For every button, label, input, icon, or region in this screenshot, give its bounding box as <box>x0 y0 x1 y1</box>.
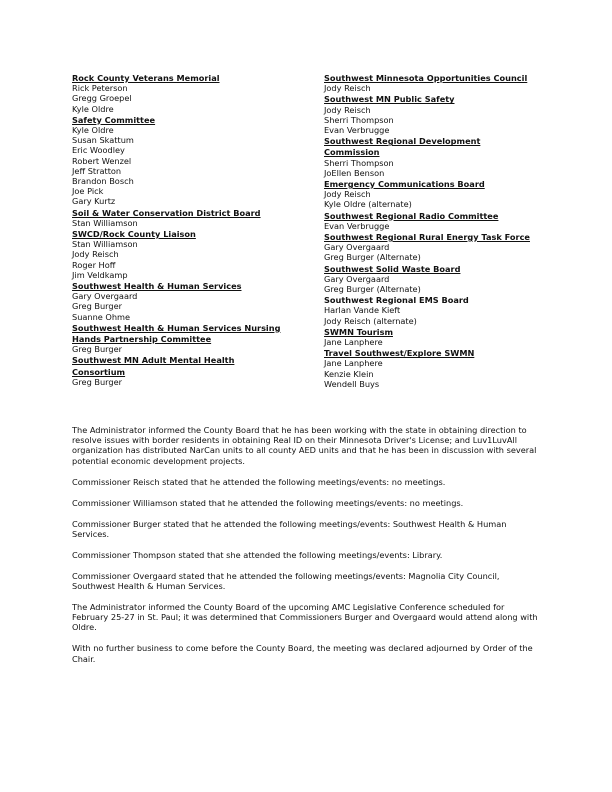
member-name: Evan Verbrugge <box>324 125 390 136</box>
committee-heading: Safety Committee <box>72 114 156 125</box>
member-name: Greg Burger <box>72 301 122 312</box>
committee-heading: Southwest Regional Rural Energy Task Force <box>324 232 530 243</box>
member-name: Jody Reisch <box>324 189 371 200</box>
member-name: Roger Hoff <box>72 259 116 270</box>
committee-heading: Southwest Minnesota Opportunities Council <box>324 73 528 83</box>
member-name: Sherri Thompson <box>324 114 394 125</box>
member-name: Kyle Oldre <box>72 125 114 136</box>
member-name: Jody Reisch <box>72 249 119 260</box>
member-name: Kenzie Klein <box>324 368 374 379</box>
committee-heading: Southwest Regional Radio Committee <box>324 210 499 221</box>
member-name: Greg Burger <box>72 376 122 387</box>
committee-heading: SWMN Tourism <box>324 326 393 337</box>
committee-heading: Southwest MN Adult Mental Health <box>72 355 235 366</box>
committee-heading: SWCD/Rock County Liaison <box>72 229 196 240</box>
committee-heading: Southwest Health & Human Services <box>72 281 242 292</box>
member-name: Gary Kurtz <box>72 196 116 207</box>
member-name: Greg Burger <box>72 344 122 355</box>
minutes-paragraph: The Administrator informed the County Board that he has been working with the state in obtaining direction to resolve issues with border residents in obtaining Real ID on their Minnesota Driver's License; and Luv1LuvAll organization has distributed NarCan units to all county AED units and that he has been in discussion with several potential economic development projects. <box>72 425 537 466</box>
member-name: Wendell Buys <box>324 378 380 389</box>
committee-heading: Southwest Regional EMS Board <box>324 295 469 306</box>
minutes-body <box>72 425 542 675</box>
member-name: Sherri Thompson <box>324 157 394 168</box>
committee-list-left <box>72 72 308 387</box>
member-name: Kyle Oldre (alternate) <box>324 199 412 210</box>
member-name: Harlan Vande Kieft <box>324 305 401 316</box>
member-name: Jody Reisch <box>324 104 371 115</box>
member-name: Jane Lanphere <box>324 358 383 369</box>
committee-list-right <box>324 72 564 389</box>
member-name: Rick Peterson <box>72 83 128 94</box>
member-name: Kyle Oldre <box>72 103 114 114</box>
minutes-paragraph: Commissioner Burger stated that he attended the following meetings/events: Southwest Health & Human Services. <box>72 518 507 539</box>
committee-heading: Travel Southwest/Explore SWMN <box>324 348 475 359</box>
minutes-paragraph: Commissioner Reisch stated that he attended the following meetings/events: no meetings. <box>72 476 446 487</box>
committee-heading: Rock County Veterans Memorial <box>72 73 220 83</box>
member-name: Joe Pick <box>72 186 104 197</box>
committee-heading: Commission <box>324 147 380 158</box>
member-name: Stan Williamson <box>72 239 138 250</box>
member-name: Jim Veldkamp <box>72 269 128 280</box>
member-name: Jody Reisch (alternate) <box>324 315 417 326</box>
member-name: Jeff Stratton <box>72 165 122 176</box>
member-name: Gary Overgaard <box>324 242 390 253</box>
minutes-paragraph: Commissioner Thompson stated that she attended the following meetings/events: Library. <box>72 549 443 560</box>
member-name: Greg Burger (Alternate) <box>324 252 421 263</box>
member-name: Gregg Groepel <box>72 93 132 104</box>
minutes-paragraph: Commissioner Williamson stated that he attended the following meetings/events: no meetings. <box>72 497 464 508</box>
member-name: Robert Wenzel <box>72 155 132 166</box>
committee-heading: Southwest Solid Waste Board <box>324 263 461 274</box>
member-name: Jane Lanphere <box>324 337 383 348</box>
member-name: Stan Williamson <box>72 217 138 228</box>
member-name: Suanne Ohme <box>72 311 131 322</box>
member-name: Gary Overgaard <box>324 273 390 284</box>
member-name: Jody Reisch <box>324 83 371 94</box>
committee-heading: Hands Partnership Committee <box>72 334 212 345</box>
minutes-paragraph: With no further business to come before the County Board, the meeting was declared adjourned by Order of the Chair. <box>72 643 533 664</box>
member-name: Gary Overgaard <box>72 291 138 302</box>
minutes-paragraph: Commissioner Overgaard stated that he attended the following meetings/events: Magnolia City Council, Southwest Health & Human Services. <box>72 570 500 592</box>
minutes-paragraph: The Administrator informed the County Board of the upcoming AMC Legislative Conference scheduled for February 25-27 in St. Paul; it was determined that Commissioners Burger and Overgaard would attend along with Oldre. <box>72 602 538 633</box>
committee-heading: Southwest MN Public Safety <box>324 94 455 105</box>
committee-heading: Soil & Water Conservation District Board <box>72 207 261 218</box>
committee-heading: Southwest Regional Development <box>324 136 481 147</box>
committee-heading: Emergency Communications Board <box>324 179 485 190</box>
committee-heading: Southwest Health & Human Services Nursing <box>72 322 281 333</box>
member-name: Susan Skattum <box>72 135 134 146</box>
member-name: Eric Woodley <box>72 145 125 156</box>
member-name: Brandon Bosch <box>72 176 134 187</box>
member-name: JoEllen Benson <box>324 167 385 178</box>
member-name: Evan Verbrugge <box>324 220 390 231</box>
committee-heading: Consortium <box>72 366 126 377</box>
member-name: Greg Burger (Alternate) <box>324 284 421 295</box>
